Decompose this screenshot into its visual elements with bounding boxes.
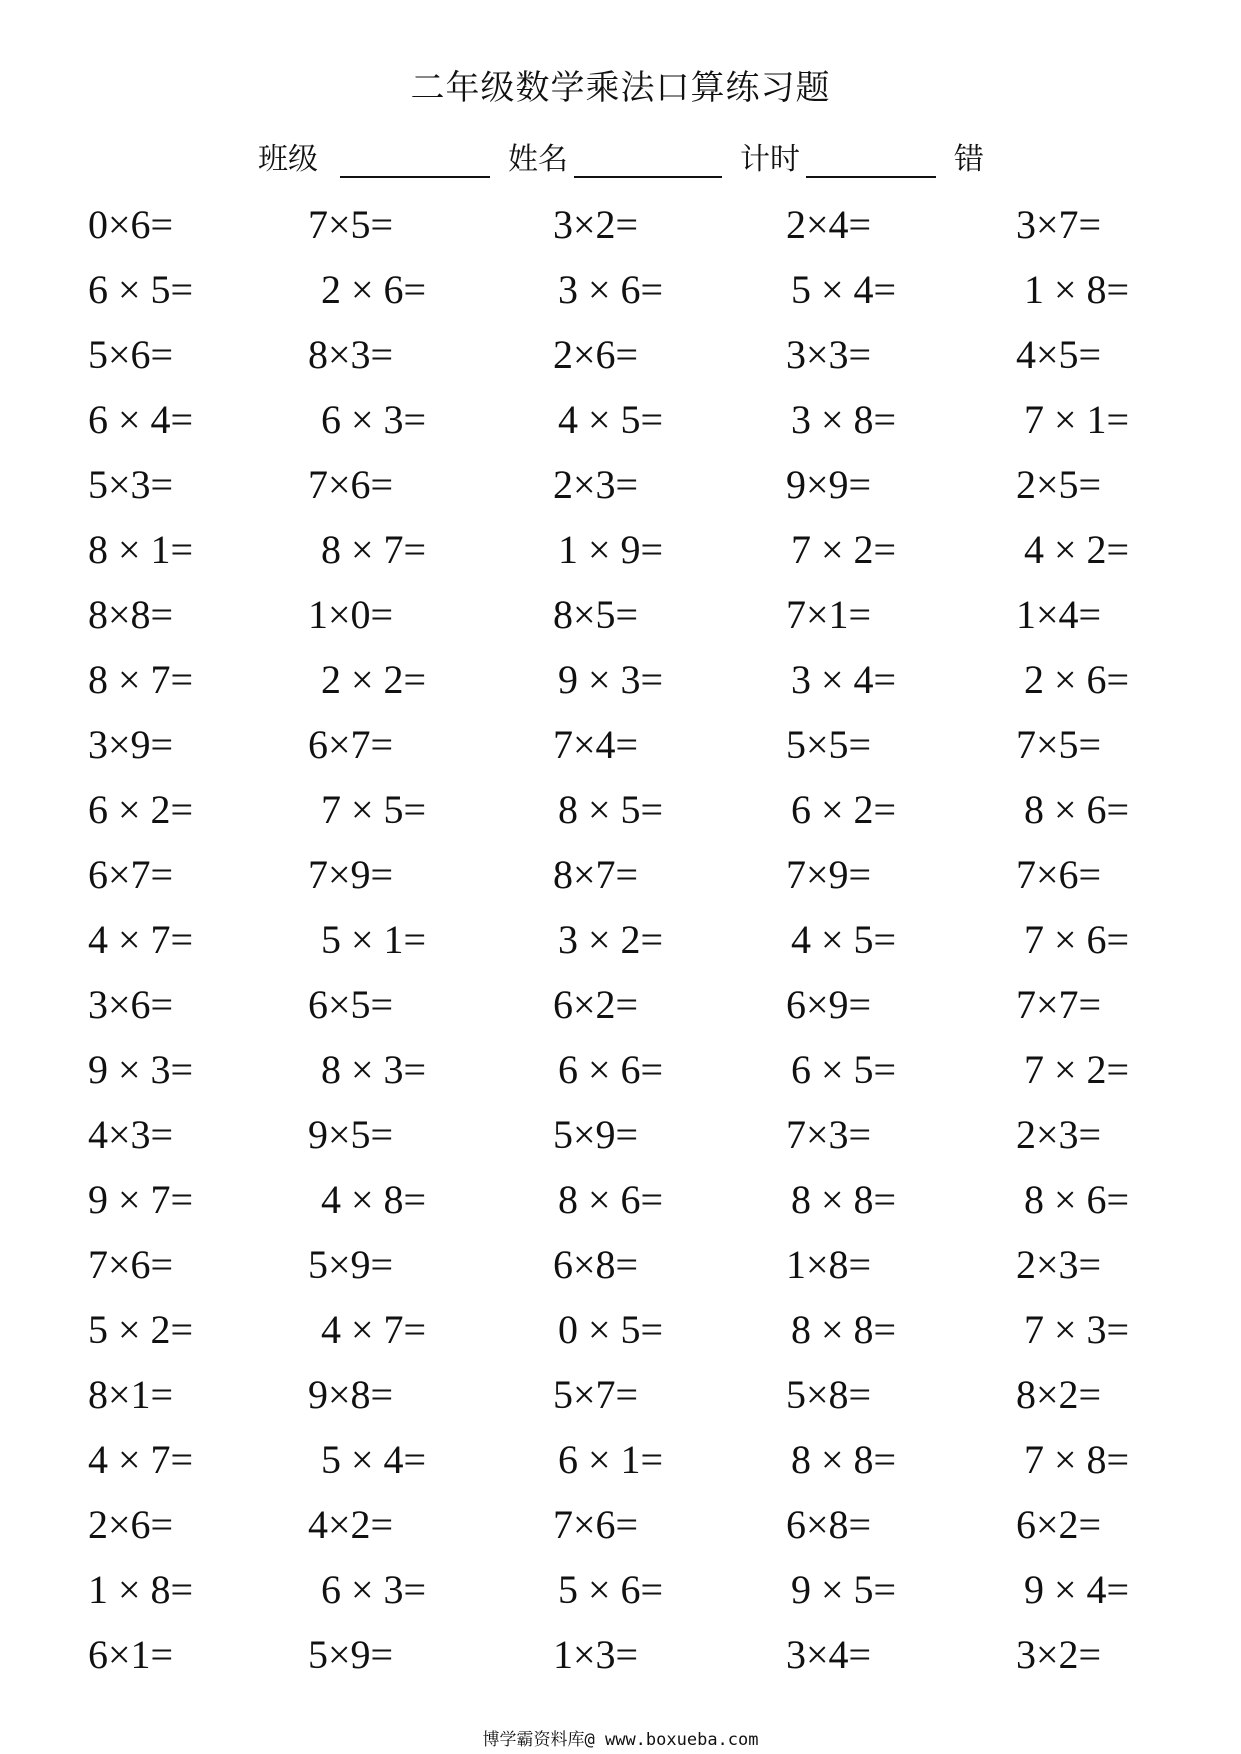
problem-item: 6 × 2=	[88, 787, 194, 832]
problem-item: 2×5=	[1016, 462, 1102, 507]
problem-item: 6×2=	[1016, 1502, 1102, 1547]
name-label: 姓名	[508, 142, 568, 177]
problem-item: 7×4=	[553, 722, 639, 767]
problem-item: 4 × 7=	[321, 1307, 427, 1352]
problem-row	[88, 327, 1188, 392]
problem-item: 9×8=	[308, 1372, 394, 1417]
problem-item: 8 × 8=	[791, 1307, 897, 1352]
problem-row	[88, 1107, 1188, 1172]
problem-item: 2×6=	[88, 1502, 174, 1547]
problem-row	[88, 912, 1188, 977]
problem-item: 9 × 5=	[791, 1567, 897, 1612]
problem-row	[88, 457, 1188, 522]
problem-item: 7 × 3=	[1024, 1307, 1130, 1352]
problem-item: 8×2=	[1016, 1372, 1102, 1417]
problem-item: 8 × 1=	[88, 527, 194, 572]
problem-item: 3 × 6=	[558, 267, 664, 312]
problem-item: 5 × 1=	[321, 917, 427, 962]
problem-item: 4 × 2=	[1024, 527, 1130, 572]
problem-item: 3×2=	[553, 202, 639, 247]
problem-row	[88, 1562, 1188, 1627]
problem-row	[88, 977, 1188, 1042]
problem-item: 6×5=	[308, 982, 394, 1027]
problem-item: 7×1=	[786, 592, 872, 637]
problem-item: 0 × 5=	[558, 1307, 664, 1352]
problem-item: 4 × 7=	[88, 917, 194, 962]
problem-item: 7 × 2=	[791, 527, 897, 572]
problem-item: 3×4=	[786, 1632, 872, 1677]
problem-item: 4×5=	[1016, 332, 1102, 377]
problem-item: 3×2=	[1016, 1632, 1102, 1677]
problem-item: 8 × 3=	[321, 1047, 427, 1092]
problem-item: 0×6=	[88, 202, 174, 247]
problem-item: 4 × 7=	[88, 1437, 194, 1482]
problem-item: 7 × 6=	[1024, 917, 1130, 962]
problem-item: 6 × 3=	[321, 397, 427, 442]
problem-item: 7×5=	[308, 202, 394, 247]
problem-item: 4×2=	[308, 1502, 394, 1547]
problem-item: 7×9=	[786, 852, 872, 897]
problem-row	[88, 522, 1188, 587]
problem-item: 2×3=	[1016, 1112, 1102, 1157]
problem-item: 4 × 5=	[558, 397, 664, 442]
problem-item: 7×6=	[88, 1242, 174, 1287]
problem-item: 7 × 2=	[1024, 1047, 1130, 1092]
problem-item: 7×6=	[308, 462, 394, 507]
problem-item: 8 × 6=	[1024, 787, 1130, 832]
problem-row	[88, 1627, 1188, 1692]
problem-item: 7×6=	[553, 1502, 639, 1547]
problem-row	[88, 652, 1188, 717]
problem-item: 1 × 8=	[88, 1567, 194, 1612]
problem-item: 6×7=	[308, 722, 394, 767]
problem-item: 7×7=	[1016, 982, 1102, 1027]
problem-row	[88, 587, 1188, 652]
problem-row	[88, 782, 1188, 847]
problem-item: 9×5=	[308, 1112, 394, 1157]
problem-item: 6 × 3=	[321, 1567, 427, 1612]
problem-item: 1 × 8=	[1024, 267, 1130, 312]
problem-item: 4 × 8=	[321, 1177, 427, 1222]
problem-item: 6×2=	[553, 982, 639, 1027]
problem-row	[88, 1237, 1188, 1302]
problem-item: 5 × 6=	[558, 1567, 664, 1612]
problem-item: 3 × 2=	[558, 917, 664, 962]
problem-item: 6 × 1=	[558, 1437, 664, 1482]
problem-item: 5×9=	[553, 1112, 639, 1157]
problem-item: 8×7=	[553, 852, 639, 897]
problem-item: 7×6=	[1016, 852, 1102, 897]
problem-item: 5×8=	[786, 1372, 872, 1417]
problem-item: 5 × 2=	[88, 1307, 194, 1352]
problem-item: 6×8=	[553, 1242, 639, 1287]
time-blank	[806, 146, 936, 178]
problem-item: 5×9=	[308, 1242, 394, 1287]
problem-item: 6 × 5=	[88, 267, 194, 312]
errors-label: 错	[954, 142, 984, 177]
problem-row	[88, 392, 1188, 457]
problem-item: 8×3=	[308, 332, 394, 377]
problem-grid	[88, 197, 1188, 1692]
problem-row	[88, 197, 1188, 262]
problem-item: 5×3=	[88, 462, 174, 507]
problem-row	[88, 847, 1188, 912]
problem-item: 9 × 4=	[1024, 1567, 1130, 1612]
problem-item: 6 × 6=	[558, 1047, 664, 1092]
problem-item: 3×9=	[88, 722, 174, 767]
problem-item: 9 × 7=	[88, 1177, 194, 1222]
problem-item: 1×3=	[553, 1632, 639, 1677]
problem-item: 2 × 2=	[321, 657, 427, 702]
problem-item: 8 × 5=	[558, 787, 664, 832]
problem-item: 5 × 4=	[321, 1437, 427, 1482]
problem-item: 5×5=	[786, 722, 872, 767]
problem-item: 4×3=	[88, 1112, 174, 1157]
problem-row	[88, 1432, 1188, 1497]
problem-item: 8 × 7=	[321, 527, 427, 572]
problem-item: 6×1=	[88, 1632, 174, 1677]
problem-item: 7×3=	[786, 1112, 872, 1157]
time-label: 计时	[740, 142, 800, 177]
problem-item: 6×9=	[786, 982, 872, 1027]
problem-item: 1×4=	[1016, 592, 1102, 637]
problem-item: 5×7=	[553, 1372, 639, 1417]
page-title: 二年级数学乘法口算练习题	[410, 68, 831, 108]
problem-item: 2 × 6=	[1024, 657, 1130, 702]
problem-item: 9×9=	[786, 462, 872, 507]
problem-item: 7×5=	[1016, 722, 1102, 767]
name-blank	[574, 146, 722, 178]
problem-item: 8×1=	[88, 1372, 174, 1417]
problem-item: 4 × 5=	[791, 917, 897, 962]
problem-item: 3×6=	[88, 982, 174, 1027]
problem-item: 7×9=	[308, 852, 394, 897]
problem-item: 8 × 7=	[88, 657, 194, 702]
problem-item: 2×3=	[553, 462, 639, 507]
student-info-line	[258, 134, 984, 178]
problem-row	[88, 1042, 1188, 1107]
problem-item: 1 × 9=	[558, 527, 664, 572]
problem-item: 8 × 6=	[558, 1177, 664, 1222]
problem-item: 9 × 3=	[88, 1047, 194, 1092]
problem-item: 6 × 2=	[791, 787, 897, 832]
class-blank	[340, 146, 490, 178]
problem-item: 8×8=	[88, 592, 174, 637]
problem-item: 9 × 3=	[558, 657, 664, 702]
problem-row	[88, 1172, 1188, 1237]
problem-item: 2×6=	[553, 332, 639, 377]
problem-row	[88, 1302, 1188, 1367]
problem-item: 2 × 6=	[321, 267, 427, 312]
problem-item: 3×7=	[1016, 202, 1102, 247]
problem-row	[88, 717, 1188, 782]
problem-item: 8 × 8=	[791, 1437, 897, 1482]
class-label: 班级	[258, 142, 318, 177]
problem-row	[88, 262, 1188, 327]
problem-item: 1×8=	[786, 1242, 872, 1287]
problem-item: 3×3=	[786, 332, 872, 377]
problem-item: 2×4=	[786, 202, 872, 247]
problem-item: 2×3=	[1016, 1242, 1102, 1287]
problem-item: 7 × 1=	[1024, 397, 1130, 442]
footer-watermark: 博学霸资料库@ www.boxueba.com	[482, 1730, 759, 1750]
problem-item: 3 × 4=	[791, 657, 897, 702]
problem-row	[88, 1367, 1188, 1432]
problem-item: 6×8=	[786, 1502, 872, 1547]
problem-item: 5×6=	[88, 332, 174, 377]
problem-item: 3 × 8=	[791, 397, 897, 442]
problem-item: 7 × 8=	[1024, 1437, 1130, 1482]
problem-item: 5 × 4=	[791, 267, 897, 312]
problem-item: 8 × 8=	[791, 1177, 897, 1222]
problem-item: 8 × 6=	[1024, 1177, 1130, 1222]
problem-item: 6 × 5=	[791, 1047, 897, 1092]
problem-item: 1×0=	[308, 592, 394, 637]
problem-item: 6×7=	[88, 852, 174, 897]
problem-item: 6 × 4=	[88, 397, 194, 442]
problem-item: 8×5=	[553, 592, 639, 637]
problem-row	[88, 1497, 1188, 1562]
problem-item: 7 × 5=	[321, 787, 427, 832]
problem-item: 5×9=	[308, 1632, 394, 1677]
